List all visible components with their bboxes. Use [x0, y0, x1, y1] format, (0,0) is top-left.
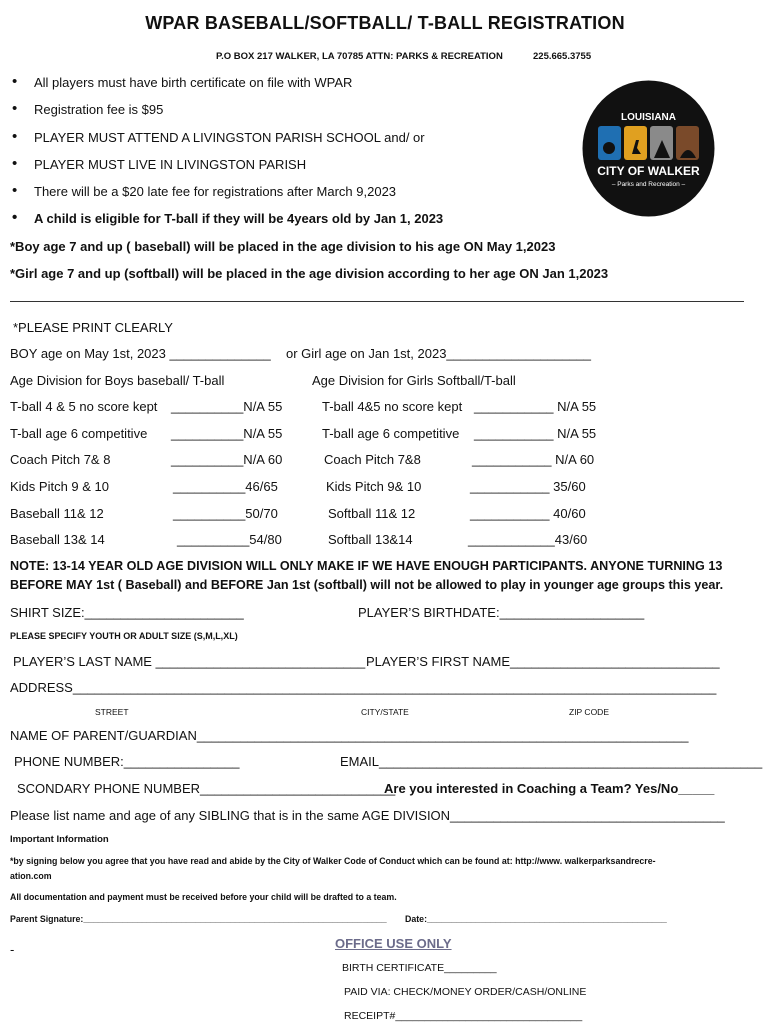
secondary-phone-field[interactable]: SCONDARY PHONE NUMBER___________________________: [17, 781, 396, 796]
page-title: WPAR BASEBALL/SOFTBALL/ T-BALL REGISTRATION: [145, 13, 625, 33]
boys-division-fill[interactable]: __________54/80: [177, 532, 282, 547]
girls-division-label: T-ball 4&5 no score kept: [322, 399, 463, 414]
girl-age-field[interactable]: or Girl age on Jan 1st, 2023____________________: [286, 346, 592, 361]
logo-name: CITY OF WALKER: [597, 164, 700, 178]
list-item: • A child is eligible for T-ball if they will be 4years old by Jan 1, 2023: [12, 210, 443, 237]
stray-dash: -: [10, 942, 15, 957]
girls-division-fill[interactable]: ___________ N/A 55: [474, 399, 597, 414]
receipt-field[interactable]: RECEIPT#________________________________: [344, 1010, 583, 1022]
girls-division-fill[interactable]: ___________ 35/60: [470, 479, 586, 494]
list-item: • Registration fee is $95: [12, 101, 443, 128]
boys-division-fill[interactable]: __________N/A 60: [171, 452, 283, 467]
boys-division-fill[interactable]: __________N/A 55: [171, 426, 283, 441]
zip-label: ZIP CODE: [569, 707, 609, 717]
divider: [10, 301, 744, 302]
age-note-line1: NOTE: 13-14 YEAR OLD AGE DIVISION WILL ONLY MAKE IF WE HAVE ENOUGH PARTICIPANTS. ANYONE TURNING 13: [10, 559, 723, 573]
boy-age-note: *Boy age 7 and up ( baseball) will be placed in the age division to his age ON May 1,2023: [10, 239, 556, 254]
girls-division-fill[interactable]: ____________43/60: [468, 532, 588, 547]
girls-division-label: Softball 13&14: [328, 532, 413, 547]
girls-division-fill[interactable]: ___________ N/A 60: [472, 452, 595, 467]
size-note: PLEASE SPECIFY YOUTH OR ADULT SIZE (S,M,L,XL): [10, 631, 238, 641]
sibling-field[interactable]: Please list name and age of any SIBLING that is in the same AGE DIVISION______________________________________: [10, 808, 725, 823]
email-field[interactable]: EMAIL_____________________________________________________: [340, 754, 763, 769]
address-field[interactable]: ADDRESS_________________________________________________________________________________________: [10, 680, 717, 695]
mailing-address: P.O BOX 217 WALKER, LA 70785 ATTN: PARKS & RECREATION: [216, 51, 503, 62]
boys-division-label: T-ball 4 & 5 no score kept: [10, 399, 158, 414]
list-item: • All players must have birth certificate on file with WPAR: [12, 74, 443, 101]
girls-division-label: Coach Pitch 7&8: [324, 452, 421, 467]
city-state-label: CITY/STATE: [361, 707, 409, 717]
girls-division-label: T-ball age 6 competitive: [322, 426, 460, 441]
paid-via-field[interactable]: PAID VIA: CHECK/MONEY ORDER/CASH/ONLINE: [344, 986, 587, 998]
boys-division-label: Baseball 13& 14: [10, 532, 105, 547]
list-item: • PLAYER MUST LIVE IN LIVINGSTON PARISH: [12, 156, 443, 183]
last-name-field[interactable]: PLAYER’S LAST NAME _____________________________: [13, 654, 366, 669]
girls-division-fill[interactable]: ___________ 40/60: [470, 506, 586, 521]
phone-number: 225.665.3755: [533, 51, 592, 62]
shirt-size-field[interactable]: SHIRT SIZE:______________________: [10, 605, 244, 620]
phone-field[interactable]: PHONE NUMBER:________________: [14, 754, 240, 769]
boy-age-field[interactable]: BOY age on May 1st, 2023 ______________: [10, 346, 271, 361]
parent-signature-field[interactable]: Parent Signature:______________________________________________________________: [10, 914, 387, 924]
boys-division-header: Age Division for Boys baseball/ T-ball: [10, 373, 225, 388]
birthdate-field[interactable]: PLAYER’S BIRTHDATE:____________________: [358, 605, 645, 620]
girl-age-note: *Girl age 7 and up (softball) will be placed in the age division according to her age ON Jan 1,2023: [10, 266, 609, 281]
coaching-question[interactable]: Are you interested in Coaching a Team? Yes/No_____: [384, 781, 715, 796]
important-info-heading: Important Information: [10, 834, 109, 845]
boys-division-label: T-ball age 6 competitive: [10, 426, 148, 441]
city-of-walker-logo: [582, 80, 715, 217]
boys-division-label: Coach Pitch 7& 8: [10, 452, 111, 467]
logo-top-text: LOUISIANA: [621, 112, 676, 123]
boys-division-label: Kids Pitch 9 & 10: [10, 479, 109, 494]
girls-division-label: Kids Pitch 9& 10: [326, 479, 422, 494]
office-use-heading: OFFICE USE ONLY: [335, 936, 452, 951]
boys-division-fill[interactable]: __________50/70: [173, 506, 278, 521]
girls-division-label: Softball 11& 12: [328, 506, 416, 521]
parent-name-field[interactable]: NAME OF PARENT/GUARDIAN____________________________________________________________________: [10, 728, 689, 743]
list-item: • PLAYER MUST ATTEND A LIVINGSTON PARISH SCHOOL and/ or: [12, 129, 443, 156]
code-of-conduct-line2: ation.com: [10, 871, 52, 881]
list-item: • There will be a $20 late fee for registrations after March 9,2023: [12, 183, 443, 210]
birth-certificate-field[interactable]: BIRTH CERTIFICATE_________: [342, 962, 497, 974]
boys-division-label: Baseball 11& 12: [10, 506, 104, 521]
girls-division-fill[interactable]: ___________ N/A 55: [474, 426, 597, 441]
street-label: STREET: [95, 707, 129, 717]
documentation-note: All documentation and payment must be received before your child will be drafted to a team.: [10, 892, 397, 902]
date-field[interactable]: Date:_________________________________________________: [405, 914, 667, 924]
first-name-field[interactable]: PLAYER’S FIRST NAME_____________________________: [366, 654, 720, 669]
boys-division-fill[interactable]: __________46/65: [173, 479, 278, 494]
code-of-conduct-line1: *by signing below you agree that you have read and abide by the City of Walker Code of Conduct which can be found at: http://www. walkerparksandrecre-: [10, 856, 656, 866]
logo-tagline: – Parks and Recreation –: [611, 181, 686, 188]
age-note-line2: BEFORE MAY 1st ( Baseball) and BEFORE Jan 1st (softball) will not be allowed to play in younger age groups this year.: [10, 578, 724, 592]
boys-division-fill[interactable]: __________N/A 55: [171, 399, 283, 414]
requirements-list: [12, 74, 443, 238]
girls-division-header: Age Division for Girls Softball/T-ball: [312, 373, 516, 388]
print-clearly: *PLEASE PRINT CLEARLY: [13, 320, 173, 335]
